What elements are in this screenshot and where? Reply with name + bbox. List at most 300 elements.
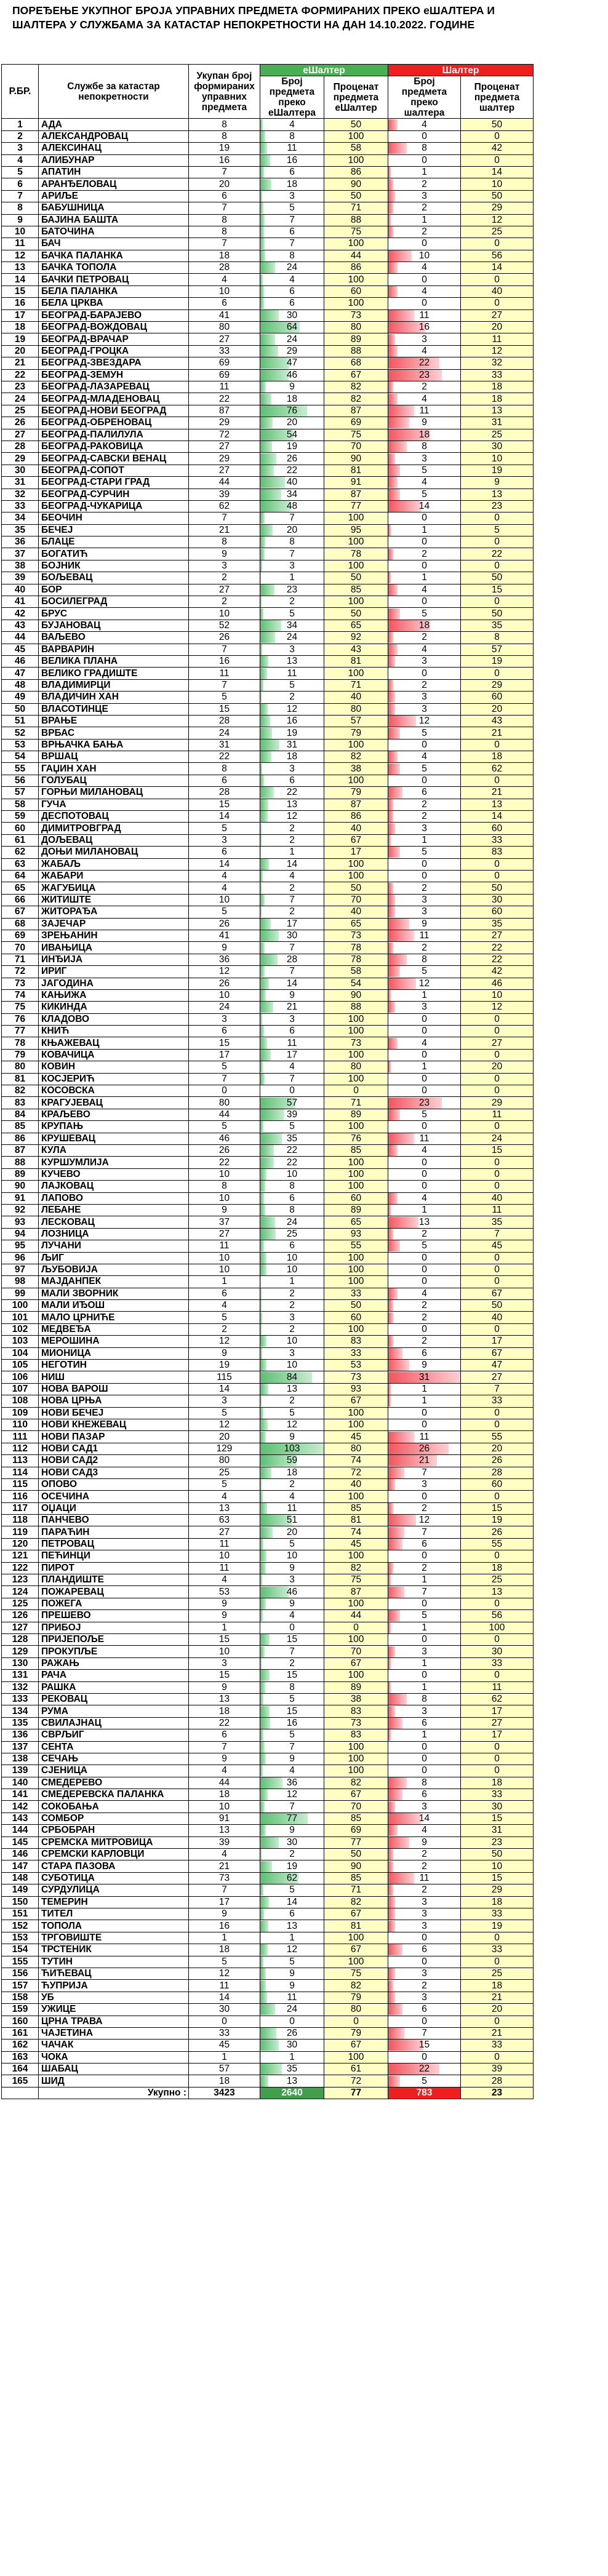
- esalter-count: [260, 954, 324, 965]
- esalter-count: [260, 405, 324, 417]
- service-name: ЖАБАРИ: [39, 871, 189, 882]
- total-count: 8: [189, 226, 260, 237]
- salter-count: [388, 942, 461, 954]
- esalter-percent: 79: [324, 1992, 388, 2003]
- esalter-percent: 67: [324, 834, 388, 846]
- salter-percent: 18: [461, 381, 534, 393]
- row-number: 153: [2, 1932, 39, 1944]
- salter-percent: 22: [461, 954, 534, 965]
- row-number: 83: [2, 1097, 39, 1109]
- esalter-count-value: 9: [289, 990, 295, 1001]
- row-number: 148: [2, 1872, 39, 1884]
- esalter-count: [260, 453, 324, 465]
- total-count: 6: [189, 1026, 260, 1037]
- table-row: [2, 1908, 606, 1920]
- salter-count: [388, 1264, 461, 1275]
- total-count: 12: [189, 1336, 260, 1347]
- esalter-count-value: 15: [286, 1670, 298, 1681]
- esalter-count: [260, 512, 324, 524]
- service-name: БЕОГРАД-ПАЛИЛУЛА: [39, 429, 189, 441]
- esalter-count: [260, 202, 324, 214]
- esalter-count-value: 8: [289, 1205, 295, 1216]
- salter-percent: 9: [461, 477, 534, 488]
- table-row: [2, 1216, 606, 1228]
- esalter-count-value: 30: [286, 309, 298, 321]
- esalter-count-value: 1: [289, 847, 295, 858]
- salter-count-value: 16: [418, 322, 430, 333]
- salter-count: [388, 1932, 461, 1944]
- salter-count: [388, 369, 461, 381]
- esalter-percent: 78: [324, 942, 388, 954]
- salter-count-value: 2: [422, 811, 427, 822]
- salter-count-value: 14: [418, 501, 430, 512]
- row-number: 86: [2, 1133, 39, 1144]
- esalter-percent: 100: [324, 1765, 388, 1777]
- row-number: 71: [2, 954, 39, 965]
- salter-count-value: 2: [422, 1562, 427, 1573]
- total-count: 3: [189, 1657, 260, 1669]
- service-name: ГУЧА: [39, 799, 189, 810]
- salter-percent: 18: [461, 1980, 534, 1992]
- esalter-percent: 0: [324, 2016, 388, 2027]
- salter-count: [388, 262, 461, 274]
- service-name: СУБОТИЦА: [39, 1872, 189, 1884]
- salter-count-value: 1: [422, 1383, 427, 1394]
- esalter-count-value: 31: [286, 739, 298, 750]
- esalter-percent: 50: [324, 608, 388, 620]
- salter-percent: 21: [461, 2027, 534, 2039]
- total-count: 24: [189, 1002, 260, 1013]
- salter-count: [388, 1383, 461, 1395]
- esalter-percent: 100: [324, 274, 388, 285]
- total-count: 27: [189, 465, 260, 476]
- esalter-percent: 100: [324, 1049, 388, 1061]
- total-count: 4: [189, 274, 260, 285]
- salter-count: [388, 1502, 461, 1514]
- esalter-count: [260, 1371, 324, 1383]
- service-name: СМЕДЕРЕВО: [39, 1777, 189, 1788]
- esalter-count-value: 12: [286, 703, 298, 714]
- esalter-count-value: 8: [289, 536, 295, 548]
- esalter-count-value: 24: [286, 333, 298, 345]
- service-name: БЕОГРАД-СУРЧИН: [39, 488, 189, 500]
- table-row: [2, 739, 606, 751]
- table-row: [2, 298, 606, 309]
- salter-percent: 67: [461, 1288, 534, 1299]
- total-count: 52: [189, 620, 260, 631]
- salter-count: [388, 1013, 461, 1025]
- row-number: 109: [2, 1407, 39, 1419]
- esalter-count: [260, 178, 324, 190]
- salter-count-value: 2: [422, 381, 427, 393]
- salter-percent: 31: [461, 1825, 534, 1836]
- service-name: МЕРОШИНА: [39, 1336, 189, 1347]
- esalter-percent: 82: [324, 1896, 388, 1908]
- row-number: 110: [2, 1419, 39, 1430]
- table-row: [2, 417, 606, 429]
- service-name: ПРИБОЈ: [39, 1622, 189, 1633]
- esalter-count: [260, 1443, 324, 1454]
- row-number: 6: [2, 178, 39, 190]
- table-row: [2, 1300, 606, 1312]
- esalter-count-value: 14: [286, 1896, 298, 1907]
- table-row: [2, 966, 606, 978]
- service-name: БАБУШНИЦА: [39, 202, 189, 214]
- esalter-percent: 75: [324, 1574, 388, 1586]
- salter-count-value: 23: [418, 1097, 430, 1108]
- service-name: ГОЛУБАЦ: [39, 775, 189, 786]
- service-name: НОВИ ПАЗАР: [39, 1431, 189, 1443]
- row-number: 157: [2, 1980, 39, 1992]
- esalter-count-value: 19: [286, 727, 298, 738]
- table-row: [2, 309, 606, 321]
- esalter-count: [260, 1670, 324, 1681]
- esalter-percent: 40: [324, 692, 388, 703]
- salter-count: [388, 441, 461, 452]
- salter-count: [388, 1073, 461, 1085]
- row-number: 17: [2, 309, 39, 321]
- service-name: БЕОГРАД-ЗВЕЗДАРА: [39, 357, 189, 369]
- esalter-count-value: 18: [286, 751, 298, 762]
- esalter-count: [260, 1502, 324, 1514]
- table-row: [2, 250, 606, 261]
- total-count: 10: [189, 989, 260, 1001]
- esalter-percent: 100: [324, 130, 388, 142]
- salter-count-value: 3: [422, 906, 427, 917]
- service-name: ВРЊАЧКА БАЊА: [39, 739, 189, 751]
- esalter-percent: 82: [324, 1980, 388, 1992]
- salter-count: [388, 1944, 461, 1956]
- esalter-percent: 100: [324, 536, 388, 548]
- table-row: [2, 2064, 606, 2075]
- row-number: 145: [2, 1836, 39, 1848]
- esalter-count: [260, 429, 324, 441]
- salter-count: [388, 166, 461, 178]
- esalter-count-value: 64: [286, 322, 298, 333]
- total-count: 41: [189, 930, 260, 941]
- salter-count-value: 3: [422, 823, 427, 834]
- esalter-percent: 100: [324, 2051, 388, 2063]
- row-number: 41: [2, 596, 39, 608]
- table-row: [2, 1168, 606, 1180]
- service-name: АЛИБУНАР: [39, 154, 189, 166]
- table-row: [2, 405, 606, 417]
- esalter-count: [260, 2040, 324, 2051]
- salter-percent: 50: [461, 190, 534, 202]
- table-row: [2, 823, 606, 834]
- salter-percent: 27: [461, 1371, 534, 1383]
- total-count: 5: [189, 1407, 260, 1419]
- salter-count-value: 0: [422, 1050, 427, 1061]
- salter-count-value: 3: [422, 1920, 427, 1931]
- salter-count: [388, 1192, 461, 1204]
- salter-count: [388, 655, 461, 667]
- row-number: 131: [2, 1670, 39, 1681]
- table-row: [2, 1765, 606, 1777]
- total-count: 7: [189, 166, 260, 178]
- esalter-count-value: 3: [289, 190, 295, 201]
- row-number: 141: [2, 1789, 39, 1801]
- table-row: [2, 1252, 606, 1264]
- esalter-percent: 100: [324, 775, 388, 786]
- esalter-count-value: 13: [286, 1920, 298, 1931]
- salter-count: [388, 524, 461, 536]
- salter-count: [388, 596, 461, 608]
- esalter-count: [260, 1562, 324, 1574]
- esalter-percent: 75: [324, 429, 388, 441]
- service-name: ВРБАС: [39, 727, 189, 739]
- salter-count-value: 9: [422, 918, 427, 929]
- esalter-percent: 74: [324, 1526, 388, 1538]
- total-ukupno: 3423: [189, 2087, 260, 2099]
- esalter-percent: 87: [324, 405, 388, 417]
- esalter-percent: 75: [324, 226, 388, 237]
- total-count: 22: [189, 1717, 260, 1729]
- total-count: 14: [189, 811, 260, 823]
- salter-percent: 0: [461, 560, 534, 572]
- salter-percent: 0: [461, 1264, 534, 1275]
- salter-count: [388, 500, 461, 512]
- salter-percent: 29: [461, 1884, 534, 1896]
- esalter-count-value: 6: [289, 286, 295, 297]
- salter-count-value: 11: [419, 1133, 430, 1144]
- salter-count: [388, 1801, 461, 1812]
- row-number: 102: [2, 1323, 39, 1335]
- table-row: [2, 1789, 606, 1801]
- esalter-count: [260, 1598, 324, 1609]
- total-count: 26: [189, 632, 260, 644]
- service-name: БОЈНИК: [39, 560, 189, 572]
- salter-count-value: 9: [422, 1360, 427, 1371]
- esalter-count: [260, 1908, 324, 1920]
- salter-count: [388, 1300, 461, 1312]
- esalter-count-value: 6: [289, 298, 295, 309]
- salter-count: [388, 1598, 461, 1609]
- esalter-count: [260, 1049, 324, 1061]
- salter-count: [388, 871, 461, 882]
- row-number: 11: [2, 238, 39, 250]
- salter-count-value: 3: [422, 1801, 427, 1812]
- service-name: СРЕМСКА МИТРОВИЦА: [39, 1836, 189, 1848]
- salter-percent: 56: [461, 250, 534, 261]
- esalter-percent: 81: [324, 465, 388, 476]
- salter-count: [388, 1371, 461, 1383]
- service-name: СЈЕНИЦА: [39, 1765, 189, 1777]
- esalter-count: [260, 655, 324, 667]
- table-row: [2, 214, 606, 226]
- salter-count-value: 0: [422, 1956, 427, 1967]
- esalter-percent: 60: [324, 1192, 388, 1204]
- esalter-count: [260, 560, 324, 572]
- total-broj-esalter: 2640: [260, 2087, 324, 2099]
- salter-count-value: 3: [422, 1479, 427, 1490]
- service-name: ЈАГОДИНА: [39, 978, 189, 989]
- table-row: [2, 1455, 606, 1467]
- esalter-percent: 40: [324, 823, 388, 834]
- esalter-count-value: 18: [286, 393, 298, 404]
- salter-count: [388, 1323, 461, 1335]
- row-number: 54: [2, 751, 39, 763]
- salter-count-value: 3: [422, 333, 427, 345]
- total-count: 18: [189, 1705, 260, 1717]
- table-row: [2, 1013, 606, 1025]
- esalter-count: [260, 488, 324, 500]
- table-row: [2, 1646, 606, 1657]
- service-name: КАЊИЖА: [39, 989, 189, 1001]
- esalter-percent: 60: [324, 1312, 388, 1323]
- row-number: 58: [2, 799, 39, 810]
- esalter-count-value: 9: [289, 1968, 295, 1979]
- table-row: [2, 1204, 606, 1216]
- total-count: 7: [189, 644, 260, 655]
- salter-percent: 0: [461, 1013, 534, 1025]
- salter-count: [388, 322, 461, 333]
- total-count: 2: [189, 596, 260, 608]
- row-number: 79: [2, 1049, 39, 1061]
- salter-count: [388, 1992, 461, 2003]
- esalter-count: [260, 1419, 324, 1430]
- esalter-count: [260, 1300, 324, 1312]
- esalter-count: [260, 465, 324, 476]
- total-count: 27: [189, 333, 260, 345]
- salter-percent: 17: [461, 1729, 534, 1741]
- table-row: [2, 178, 606, 190]
- salter-count: [388, 1860, 461, 1872]
- row-number: 63: [2, 858, 39, 870]
- esalter-count: [260, 871, 324, 882]
- service-name: СТАРА ПАЗОВА: [39, 1860, 189, 1872]
- salter-count-value: 0: [422, 1407, 427, 1418]
- salter-count-value: 2: [422, 202, 427, 213]
- esalter-percent: 68: [324, 357, 388, 369]
- total-count: 9: [189, 1598, 260, 1609]
- salter-count-value: 4: [422, 644, 427, 655]
- esalter-count: [260, 1860, 324, 1872]
- esalter-count-value: 7: [289, 512, 295, 524]
- total-count: 21: [189, 524, 260, 536]
- row-number: 9: [2, 214, 39, 226]
- total-count: 9: [189, 1347, 260, 1359]
- salter-count-value: 18: [418, 429, 430, 440]
- salter-count: [388, 2040, 461, 2051]
- esalter-count-value: 6: [289, 226, 295, 237]
- total-broj-salter: 783: [388, 2087, 461, 2099]
- salter-count: [388, 548, 461, 560]
- esalter-percent: 72: [324, 2075, 388, 2087]
- salter-percent: 0: [461, 871, 534, 882]
- salter-count: [388, 1634, 461, 1646]
- salter-count-value: 9: [422, 417, 427, 428]
- total-count: 37: [189, 1216, 260, 1228]
- table-row: [2, 1825, 606, 1836]
- esalter-count: [260, 751, 324, 763]
- esalter-count: [260, 1753, 324, 1765]
- service-name: ПЛАНДИШТЕ: [39, 1574, 189, 1586]
- salter-count-value: 3: [422, 1908, 427, 1920]
- row-number: 150: [2, 1896, 39, 1908]
- total-count: 25: [189, 1467, 260, 1478]
- row-number: 51: [2, 715, 39, 727]
- table-row: [2, 369, 606, 381]
- total-count: 16: [189, 655, 260, 667]
- service-name: НОВИ САД2: [39, 1455, 189, 1467]
- total-count: 8: [189, 763, 260, 775]
- total-count: 12: [189, 1419, 260, 1430]
- service-name: СУРДУЛИЦА: [39, 1884, 189, 1896]
- esalter-count-value: 2: [289, 906, 295, 917]
- esalter-count: [260, 1515, 324, 1526]
- total-count: 26: [189, 1144, 260, 1156]
- total-count: 8: [189, 119, 260, 130]
- service-name: БОЉЕВАЦ: [39, 572, 189, 584]
- salter-percent: 32: [461, 357, 534, 369]
- service-name: ОПОВО: [39, 1478, 189, 1490]
- total-count: 10: [189, 285, 260, 297]
- esalter-count-value: 4: [289, 274, 295, 285]
- esalter-count: [260, 1121, 324, 1133]
- esalter-count-value: 7: [289, 894, 295, 905]
- salter-count: [388, 1586, 461, 1598]
- row-number: 154: [2, 1944, 39, 1956]
- total-count: 14: [189, 858, 260, 870]
- esalter-count-value: 16: [286, 1717, 298, 1728]
- salter-count: [388, 1693, 461, 1705]
- salter-count-value: 0: [422, 1026, 427, 1037]
- salter-count: [388, 1849, 461, 1860]
- salter-count-value: 0: [422, 1634, 427, 1645]
- service-name: БРУС: [39, 608, 189, 620]
- row-number: 80: [2, 1061, 39, 1073]
- table-row: [2, 1670, 606, 1681]
- service-name: БЕОГРАД-СОПОТ: [39, 465, 189, 476]
- esalter-percent: 90: [324, 989, 388, 1001]
- salter-count-value: 0: [422, 1598, 427, 1609]
- service-name: БЕОГРАД-САВСКИ ВЕНАЦ: [39, 453, 189, 465]
- table-row: [2, 858, 606, 870]
- esalter-count: [260, 322, 324, 333]
- salter-percent: 40: [461, 1312, 534, 1323]
- salter-count: [388, 1168, 461, 1180]
- salter-count-value: 5: [422, 1240, 427, 1251]
- esalter-percent: 100: [324, 1407, 388, 1419]
- esalter-count: [260, 882, 324, 894]
- salter-count-value: 7: [422, 1526, 427, 1537]
- total-count: 15: [189, 1670, 260, 1681]
- salter-count: [388, 823, 461, 834]
- row-number: 88: [2, 1157, 39, 1168]
- esalter-count: [260, 620, 324, 631]
- table-row: [2, 1586, 606, 1598]
- esalter-percent: 100: [324, 1491, 388, 1502]
- row-number: 66: [2, 894, 39, 906]
- esalter-count-value: 2: [289, 1300, 295, 1311]
- table-row: [2, 1681, 606, 1693]
- esalter-count: [260, 417, 324, 429]
- esalter-count-value: 5: [289, 1956, 295, 1967]
- salter-count: [388, 1562, 461, 1574]
- row-number: 74: [2, 989, 39, 1001]
- esalter-percent: 79: [324, 787, 388, 799]
- salter-percent: 21: [461, 727, 534, 739]
- esalter-percent: 100: [324, 1741, 388, 1753]
- salter-percent: 40: [461, 1192, 534, 1204]
- table-row: [2, 1526, 606, 1538]
- salter-count: [388, 298, 461, 309]
- salter-count: [388, 1610, 461, 1622]
- row-number: 165: [2, 2075, 39, 2087]
- esalter-count-value: 5: [289, 1694, 295, 1705]
- esalter-percent: 50: [324, 1849, 388, 1860]
